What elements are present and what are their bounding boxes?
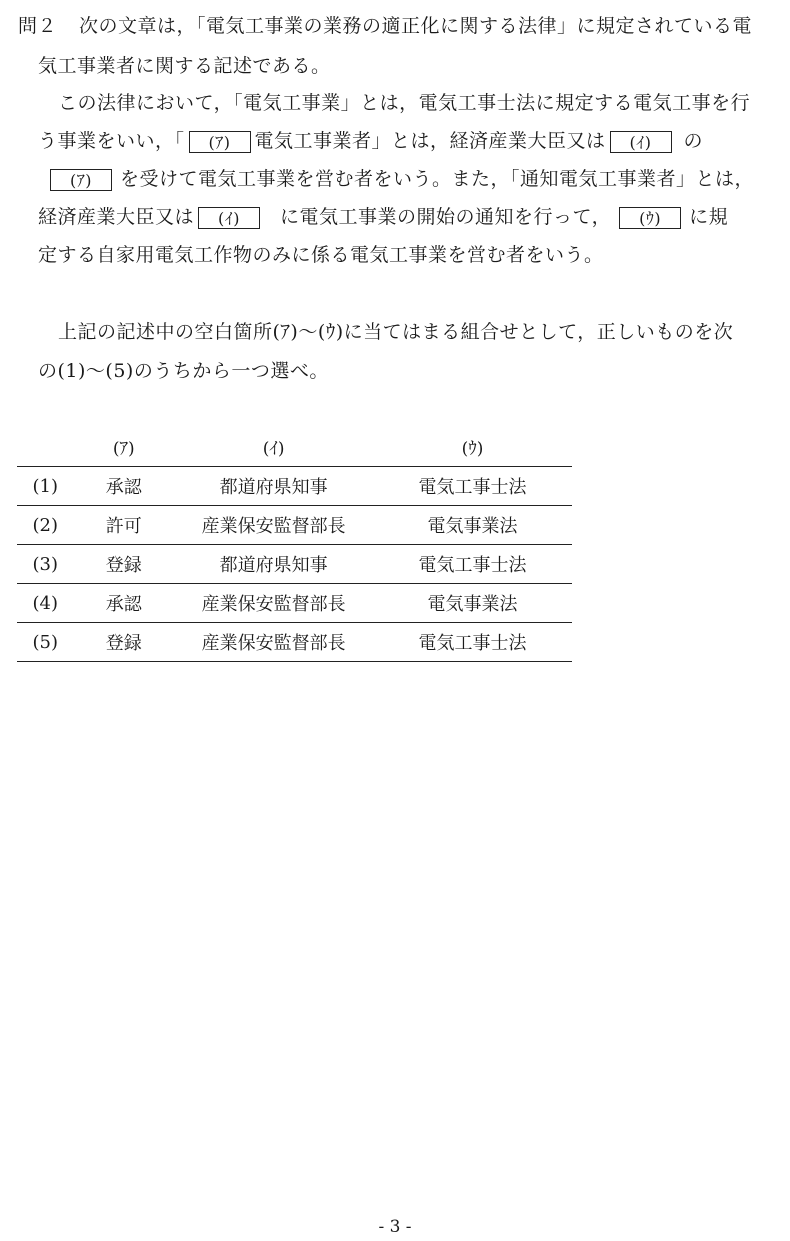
paragraph-text-4b: に電気工事業の開始の通知を行って， <box>280 206 612 228</box>
blank-box-a: (ｱ) <box>189 131 251 153</box>
choice-number: (2) <box>17 506 73 545</box>
choice-cell-c: 電気工事士法 <box>373 467 572 506</box>
choice-cell-c: 電気工事士法 <box>373 623 572 662</box>
instruction-line-1 <box>58 320 733 344</box>
choice-cell-c: 電気工事士法 <box>373 545 572 584</box>
blank-box-b: (ｲ) <box>610 131 672 153</box>
question-line-2 <box>38 54 331 78</box>
choice-cell-b: 都道府県知事 <box>174 467 373 506</box>
instruction-line-2 <box>38 359 329 383</box>
question-intro-1: 次の文章は，「電気工事業の業務の適正化に関する法律」に規定されている電 <box>79 15 753 37</box>
page-number: - 3 - <box>378 1217 412 1237</box>
paragraph-text-1: この法律において，「電気工事業」とは，電気工事士法に規定する電気工事を行 <box>58 92 751 114</box>
header-cell-a: (ｱ) <box>73 426 174 467</box>
instruction-text-1: 上記の記述中の空白箇所(ｱ)～(ｳ)に当てはまる組合せとして，正しいものを次 <box>58 321 734 343</box>
choice-cell-a: 登録 <box>73 623 174 662</box>
header-cell-c: (ｳ) <box>373 426 572 467</box>
table-row <box>17 506 572 545</box>
table-header-row <box>17 426 572 467</box>
header-cell-number <box>17 426 73 467</box>
paragraph-text-2c: の <box>683 130 704 152</box>
choice-number: (1) <box>17 467 73 506</box>
choice-cell-c: 電気事業法 <box>373 584 572 623</box>
choice-number: (3) <box>17 545 73 584</box>
choice-cell-b: 都道府県知事 <box>174 545 373 584</box>
blank-box-a: (ｱ) <box>50 169 112 191</box>
paragraph-line-4 <box>38 205 728 229</box>
paragraph-line-1 <box>58 91 750 115</box>
blank-box-b: (ｲ) <box>198 207 260 229</box>
choice-cell-b: 産業保安監督部長 <box>174 623 373 662</box>
choice-cell-c: 電気事業法 <box>373 506 572 545</box>
paragraph-line-5 <box>38 243 604 267</box>
choice-cell-a: 許可 <box>73 506 174 545</box>
paragraph-text-2b: 電気工事業者」とは，経済産業大臣又は <box>254 130 606 152</box>
choice-cell-a: 承認 <box>73 584 174 623</box>
question-intro-2: 気工事業者に関する記述である。 <box>38 55 331 77</box>
paragraph-text-4c: に規 <box>689 206 729 228</box>
paragraph-line-3 <box>46 167 754 191</box>
paragraph-text-4a: 経済産業大臣又は <box>38 206 195 228</box>
paragraph-text-5: 定する自家用電気工作物のみに係る電気工事業を営む者をいう。 <box>38 244 604 266</box>
question-number: 問２ <box>18 15 58 37</box>
table-row <box>17 623 572 662</box>
table-row <box>17 467 572 506</box>
choice-cell-b: 産業保安監督部長 <box>174 584 373 623</box>
choice-cell-b: 産業保安監督部長 <box>174 506 373 545</box>
choice-number: (5) <box>17 623 73 662</box>
header-cell-b: (ｲ) <box>174 426 373 467</box>
table-row <box>17 545 572 584</box>
choice-number: (4) <box>17 584 73 623</box>
blank-box-c: (ｳ) <box>619 207 681 229</box>
paragraph-text-3b: を受けて電気工事業を営む者をいう。また，「通知電気工事業者」とは， <box>120 168 755 190</box>
choice-cell-a: 承認 <box>73 467 174 506</box>
question-line-1 <box>18 14 752 38</box>
choice-cell-a: 登録 <box>73 545 174 584</box>
paragraph-text-2a: う事業をいい，「 <box>38 130 185 152</box>
table-row <box>17 584 572 623</box>
choices-table <box>17 426 572 662</box>
paragraph-line-2 <box>38 129 703 153</box>
instruction-text-2: の(1)～(5)のうちから一つ選べ。 <box>38 360 329 382</box>
